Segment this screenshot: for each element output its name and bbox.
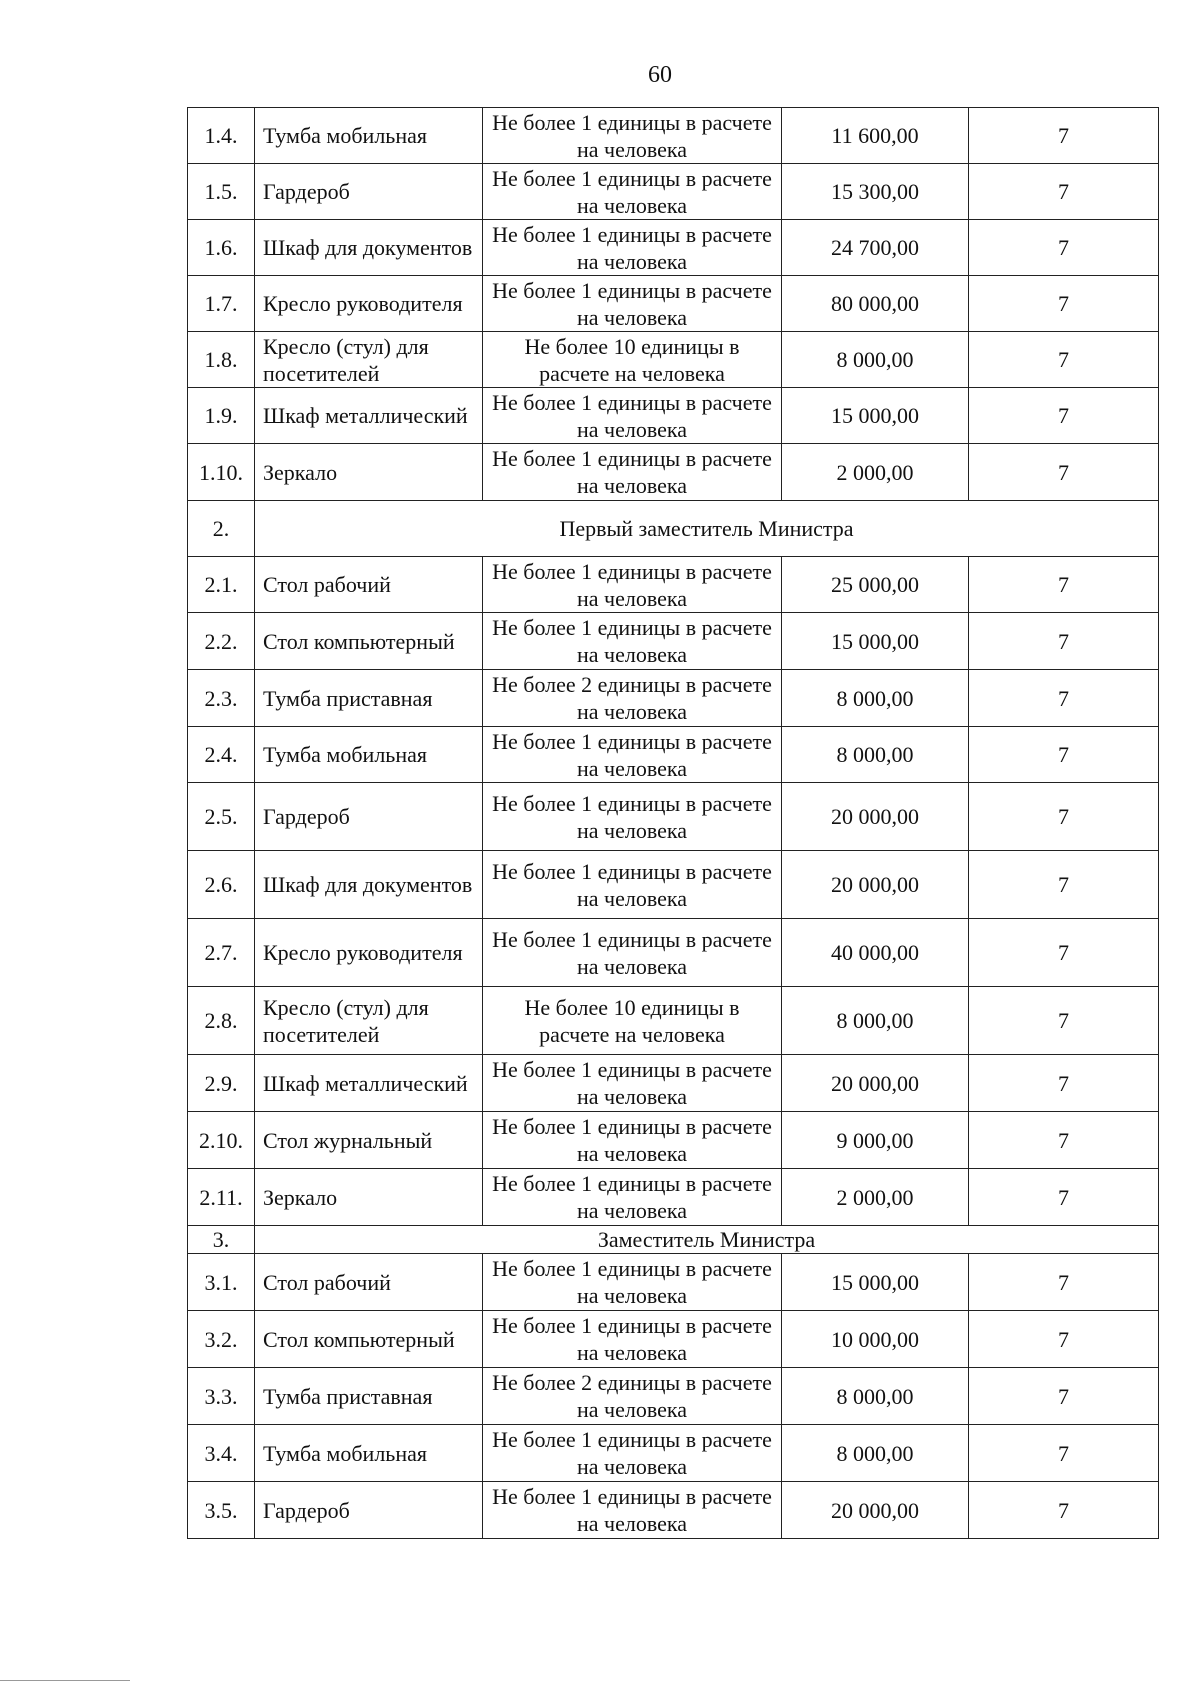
item-term: 7: [969, 1055, 1159, 1112]
item-norm: Не более 2 единицы в расчете на человека: [483, 1368, 782, 1425]
item-name: Кресло руководителя: [255, 276, 483, 332]
item-name: Зеркало: [255, 444, 483, 501]
item-number: 1.4.: [188, 108, 255, 164]
section-number: 2.: [188, 501, 255, 557]
item-norm: Не более 1 единицы в расчете на человека: [483, 613, 782, 670]
item-norm: Не более 1 единицы в расчете на человека: [483, 1112, 782, 1169]
item-price: 15 000,00: [782, 388, 969, 444]
item-price: 24 700,00: [782, 220, 969, 276]
scan-edge-line: [0, 1680, 130, 1681]
item-number: 2.9.: [188, 1055, 255, 1112]
item-term: 7: [969, 1254, 1159, 1311]
item-name: Стол компьютерный: [255, 1311, 483, 1368]
item-number: 2.11.: [188, 1169, 255, 1226]
item-term: 7: [969, 276, 1159, 332]
item-number: 1.9.: [188, 388, 255, 444]
item-term: 7: [969, 1425, 1159, 1482]
item-norm: Не более 1 единицы в расчете на человека: [483, 1169, 782, 1226]
item-number: 1.8.: [188, 332, 255, 388]
item-price: 2 000,00: [782, 1169, 969, 1226]
item-term: 7: [969, 1169, 1159, 1226]
item-number: 2.1.: [188, 557, 255, 613]
item-name: Гардероб: [255, 164, 483, 220]
item-term: 7: [969, 1482, 1159, 1539]
item-term: 7: [969, 1112, 1159, 1169]
item-norm: Не более 1 единицы в расчете на человека: [483, 557, 782, 613]
table-row: [188, 220, 1159, 276]
item-name: Кресло руководителя: [255, 919, 483, 987]
item-norm: Не более 1 единицы в расчете на человека: [483, 164, 782, 220]
item-number: 2.7.: [188, 919, 255, 987]
item-name: Шкаф для документов: [255, 851, 483, 919]
item-number: 3.3.: [188, 1368, 255, 1425]
item-term: 7: [969, 670, 1159, 727]
item-name: Зеркало: [255, 1169, 483, 1226]
item-term: 7: [969, 1368, 1159, 1425]
item-price: 8 000,00: [782, 1425, 969, 1482]
item-term: 7: [969, 1311, 1159, 1368]
item-norm: Не более 1 единицы в расчете на человека: [483, 1254, 782, 1311]
item-number: 2.3.: [188, 670, 255, 727]
table-row: [188, 1169, 1159, 1226]
item-name: Тумба приставная: [255, 670, 483, 727]
table-row: [188, 557, 1159, 613]
section-number: 3.: [188, 1226, 255, 1254]
item-price: 15 000,00: [782, 613, 969, 670]
item-name: Тумба мобильная: [255, 108, 483, 164]
item-term: 7: [969, 108, 1159, 164]
item-price: 8 000,00: [782, 727, 969, 783]
table-row: [188, 1482, 1159, 1539]
item-price: 15 300,00: [782, 164, 969, 220]
item-price: 2 000,00: [782, 444, 969, 501]
item-name: Тумба мобильная: [255, 727, 483, 783]
item-number: 1.5.: [188, 164, 255, 220]
item-price: 11 600,00: [782, 108, 969, 164]
section-row: [188, 501, 1159, 557]
table-row: [188, 1368, 1159, 1425]
item-number: 1.6.: [188, 220, 255, 276]
item-term: 7: [969, 332, 1159, 388]
item-number: 3.2.: [188, 1311, 255, 1368]
item-norm: Не более 1 единицы в расчете на человека: [483, 276, 782, 332]
item-number: 3.5.: [188, 1482, 255, 1539]
item-norm: Не более 10 единицы в расчете на человека: [483, 332, 782, 388]
table-row: [188, 444, 1159, 501]
item-norm: Не более 1 единицы в расчете на человека: [483, 388, 782, 444]
item-name: Шкаф металлический: [255, 1055, 483, 1112]
item-price: 8 000,00: [782, 332, 969, 388]
item-number: 1.7.: [188, 276, 255, 332]
item-name: Тумба приставная: [255, 1368, 483, 1425]
item-number: 2.6.: [188, 851, 255, 919]
item-price: 8 000,00: [782, 987, 969, 1055]
item-term: 7: [969, 164, 1159, 220]
item-norm: Не более 1 единицы в расчете на человека: [483, 783, 782, 851]
item-term: 7: [969, 220, 1159, 276]
item-price: 80 000,00: [782, 276, 969, 332]
item-term: 7: [969, 851, 1159, 919]
item-number: 3.1.: [188, 1254, 255, 1311]
table-row: [188, 388, 1159, 444]
item-price: 20 000,00: [782, 783, 969, 851]
table-row: [188, 1425, 1159, 1482]
item-price: 8 000,00: [782, 1368, 969, 1425]
table-row: [188, 164, 1159, 220]
table-row: [188, 1254, 1159, 1311]
table-row: [188, 108, 1159, 164]
furniture-norms-table: [187, 107, 1159, 1539]
section-row: [188, 1226, 1159, 1254]
item-norm: Не более 1 единицы в расчете на человека: [483, 1425, 782, 1482]
item-term: 7: [969, 919, 1159, 987]
item-norm: Не более 1 единицы в расчете на человека: [483, 220, 782, 276]
item-norm: Не более 1 единицы в расчете на человека: [483, 444, 782, 501]
table-row: [188, 1112, 1159, 1169]
table-row: [188, 987, 1159, 1055]
item-number: 1.10.: [188, 444, 255, 501]
item-number: 3.4.: [188, 1425, 255, 1482]
item-name: Стол рабочий: [255, 557, 483, 613]
item-name: Стол рабочий: [255, 1254, 483, 1311]
item-norm: Не более 1 единицы в расчете на человека: [483, 1311, 782, 1368]
table-row: [188, 1055, 1159, 1112]
item-number: 2.2.: [188, 613, 255, 670]
item-name: Шкаф для документов: [255, 220, 483, 276]
item-term: 7: [969, 727, 1159, 783]
item-price: 25 000,00: [782, 557, 969, 613]
item-number: 2.10.: [188, 1112, 255, 1169]
item-number: 2.4.: [188, 727, 255, 783]
item-price: 10 000,00: [782, 1311, 969, 1368]
item-price: 8 000,00: [782, 670, 969, 727]
table-row: [188, 276, 1159, 332]
item-norm: Не более 1 единицы в расчете на человека: [483, 727, 782, 783]
item-norm: Не более 1 единицы в расчете на человека: [483, 851, 782, 919]
item-name: Тумба мобильная: [255, 1425, 483, 1482]
item-name: Кресло (стул) для посетителей: [255, 987, 483, 1055]
item-term: 7: [969, 444, 1159, 501]
item-norm: Не более 1 единицы в расчете на человека: [483, 1055, 782, 1112]
table-row: [188, 332, 1159, 388]
item-term: 7: [969, 388, 1159, 444]
section-title: Заместитель Министра: [255, 1226, 1159, 1254]
item-price: 9 000,00: [782, 1112, 969, 1169]
item-name: Кресло (стул) для посетителей: [255, 332, 483, 388]
item-norm: Не более 1 единицы в расчете на человека: [483, 919, 782, 987]
item-term: 7: [969, 783, 1159, 851]
item-price: 20 000,00: [782, 1055, 969, 1112]
item-name: Гардероб: [255, 783, 483, 851]
section-title: Первый заместитель Министра: [255, 501, 1159, 557]
item-name: Шкаф металлический: [255, 388, 483, 444]
item-term: 7: [969, 987, 1159, 1055]
table-row: [188, 783, 1159, 851]
item-name: Стол компьютерный: [255, 613, 483, 670]
item-name: Стол журнальный: [255, 1112, 483, 1169]
item-price: 15 000,00: [782, 1254, 969, 1311]
page-number: 60: [648, 62, 672, 88]
item-number: 2.8.: [188, 987, 255, 1055]
item-term: 7: [969, 557, 1159, 613]
item-price: 20 000,00: [782, 1482, 969, 1539]
table-row: [188, 1311, 1159, 1368]
item-norm: Не более 1 единицы в расчете на человека: [483, 1482, 782, 1539]
table-row: [188, 851, 1159, 919]
item-price: 40 000,00: [782, 919, 969, 987]
table-row: [188, 727, 1159, 783]
item-number: 2.5.: [188, 783, 255, 851]
item-norm: Не более 10 единицы в расчете на человека: [483, 987, 782, 1055]
table-row: [188, 670, 1159, 727]
item-norm: Не более 2 единицы в расчете на человека: [483, 670, 782, 727]
item-price: 20 000,00: [782, 851, 969, 919]
table-row: [188, 613, 1159, 670]
table-body: [188, 108, 1159, 1539]
item-name: Гардероб: [255, 1482, 483, 1539]
item-term: 7: [969, 613, 1159, 670]
item-norm: Не более 1 единицы в расчете на человека: [483, 108, 782, 164]
table-row: [188, 919, 1159, 987]
